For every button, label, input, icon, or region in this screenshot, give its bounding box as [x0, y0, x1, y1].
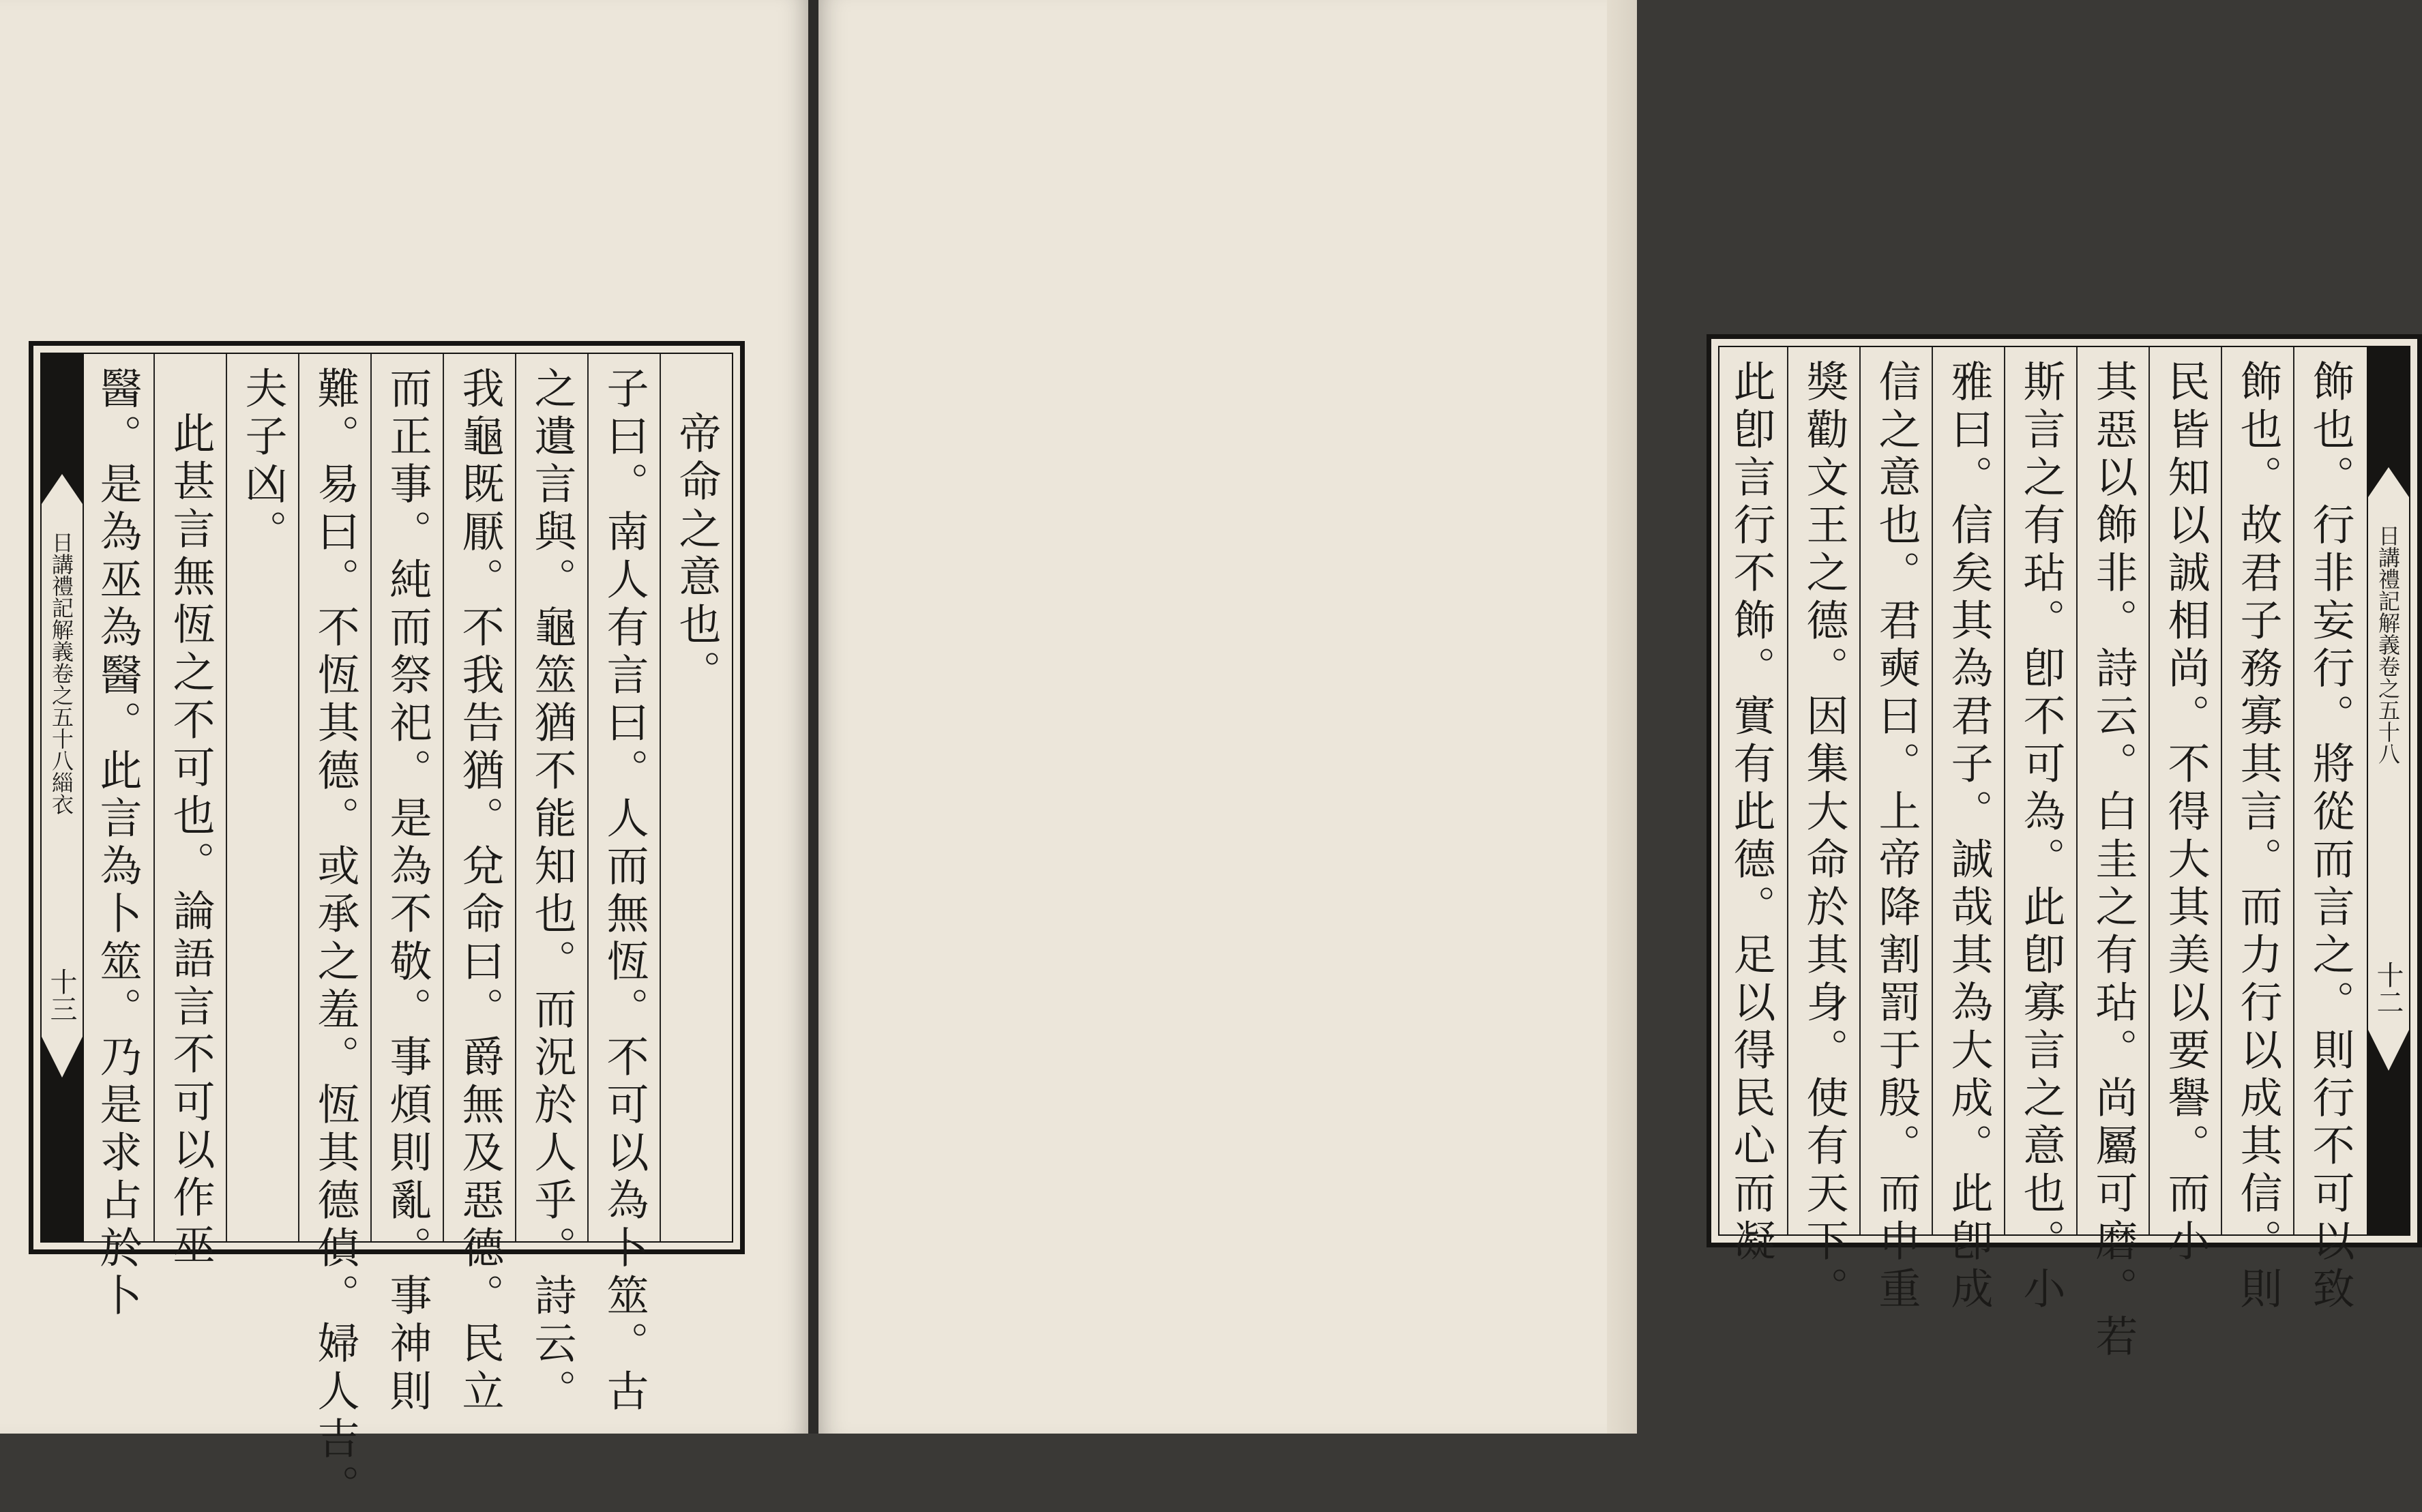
column-text: 子曰。南人有言曰。人而無恆。不可以為卜筮。古: [600, 366, 649, 1417]
banxin-page-number: 十二: [2372, 961, 2404, 1016]
column-text: 獎勸文王之德。因集大命於其身。使有天下。: [1799, 359, 1849, 1314]
text-column: [298, 354, 370, 1512]
right-text-frame: [1707, 334, 2422, 1362]
column-text: 斯言之有玷。卽不可為。此卽寡言之意也。小: [2016, 359, 2066, 1314]
fish-tail-top-mark: [2368, 347, 2409, 497]
text-column: [660, 354, 732, 1241]
column-text: 信之意也。君奭曰。上帝降割罰于殷。而申重: [1872, 359, 1921, 1314]
text-column: [370, 354, 443, 1417]
column-text: 之遺言與。龜筮猶不能知也。而況於人乎。詩云。: [527, 366, 577, 1417]
left-text-columns: [85, 354, 732, 1512]
banxin-page-number: 十三: [46, 968, 77, 1022]
text-column: [2293, 347, 2365, 1314]
column-text: 我龜既厭。不我告猶。兌命曰。爵無及惡德。民立: [455, 366, 505, 1417]
column-text: 醫。是為巫為醫。此言為卜筮。乃是求占於卜: [93, 366, 143, 1321]
text-column: [2076, 347, 2148, 1362]
banxin-title: 日講禮記解義卷之五十八: [2375, 524, 2401, 765]
book-gutter: [808, 0, 818, 1434]
column-text: 其惡以飾非。詩云。白圭之有玷。尚屬可磨。若: [2088, 359, 2138, 1362]
column-text: 夫子凶。: [238, 366, 288, 557]
column-text: 帝命之意也。: [672, 411, 722, 698]
column-text: 難。易曰。不恆其德。或承之羞。恆其德偵。婦人吉。: [310, 366, 360, 1512]
right-page: [818, 0, 2404, 1434]
column-text: 雅曰。信矣其為君子。誠哉其為大成。此卽成: [1944, 359, 1994, 1314]
text-column: [587, 354, 660, 1417]
fish-tail-top-mark: [42, 354, 83, 504]
text-column: [1932, 347, 2004, 1314]
right-text-columns: [1719, 347, 2365, 1362]
banxin-title: 日講禮記解義卷之五十八緇衣: [48, 531, 74, 815]
page-edge: [1607, 0, 1637, 1434]
text-column: [1715, 347, 1787, 1266]
text-column: [226, 354, 298, 1241]
left-page: [0, 0, 808, 1512]
text-column: [1787, 347, 1859, 1314]
fish-tail-bottom-mark: [2368, 1030, 2409, 1234]
text-column: [515, 354, 587, 1417]
fish-tail-bottom-mark: [42, 1037, 83, 1241]
column-text: 此卽言行不飾。實有此德。足以得民心而凝: [1726, 359, 1776, 1266]
text-column: [1859, 347, 1932, 1314]
right-banxin: [2367, 347, 2409, 1234]
left-banxin: [42, 354, 84, 1241]
text-column: [443, 354, 515, 1417]
column-text: 民皆知以誠相尚。不得大其美以要譽。而小: [2161, 359, 2211, 1266]
text-column: [2221, 347, 2293, 1314]
column-text: 而正事。純而祭祀。是為不敬。事煩則亂。事神則: [383, 366, 432, 1417]
column-text: 飾也。故君子務寡其言。而力行以成其信。則: [2233, 359, 2283, 1314]
text-column: [81, 354, 153, 1321]
right-inner-border: [1718, 346, 2410, 1362]
column-text: 此甚言無恆之不可也。論語言不可以作巫: [166, 411, 216, 1271]
left-text-frame: [29, 341, 745, 1512]
text-column: [2004, 347, 2076, 1314]
left-inner-border: [40, 353, 733, 1512]
column-text: 飾也。行非妄行。將從而言之。則行不可以致: [2305, 359, 2355, 1314]
text-column: [153, 354, 226, 1271]
text-column: [2148, 347, 2221, 1266]
